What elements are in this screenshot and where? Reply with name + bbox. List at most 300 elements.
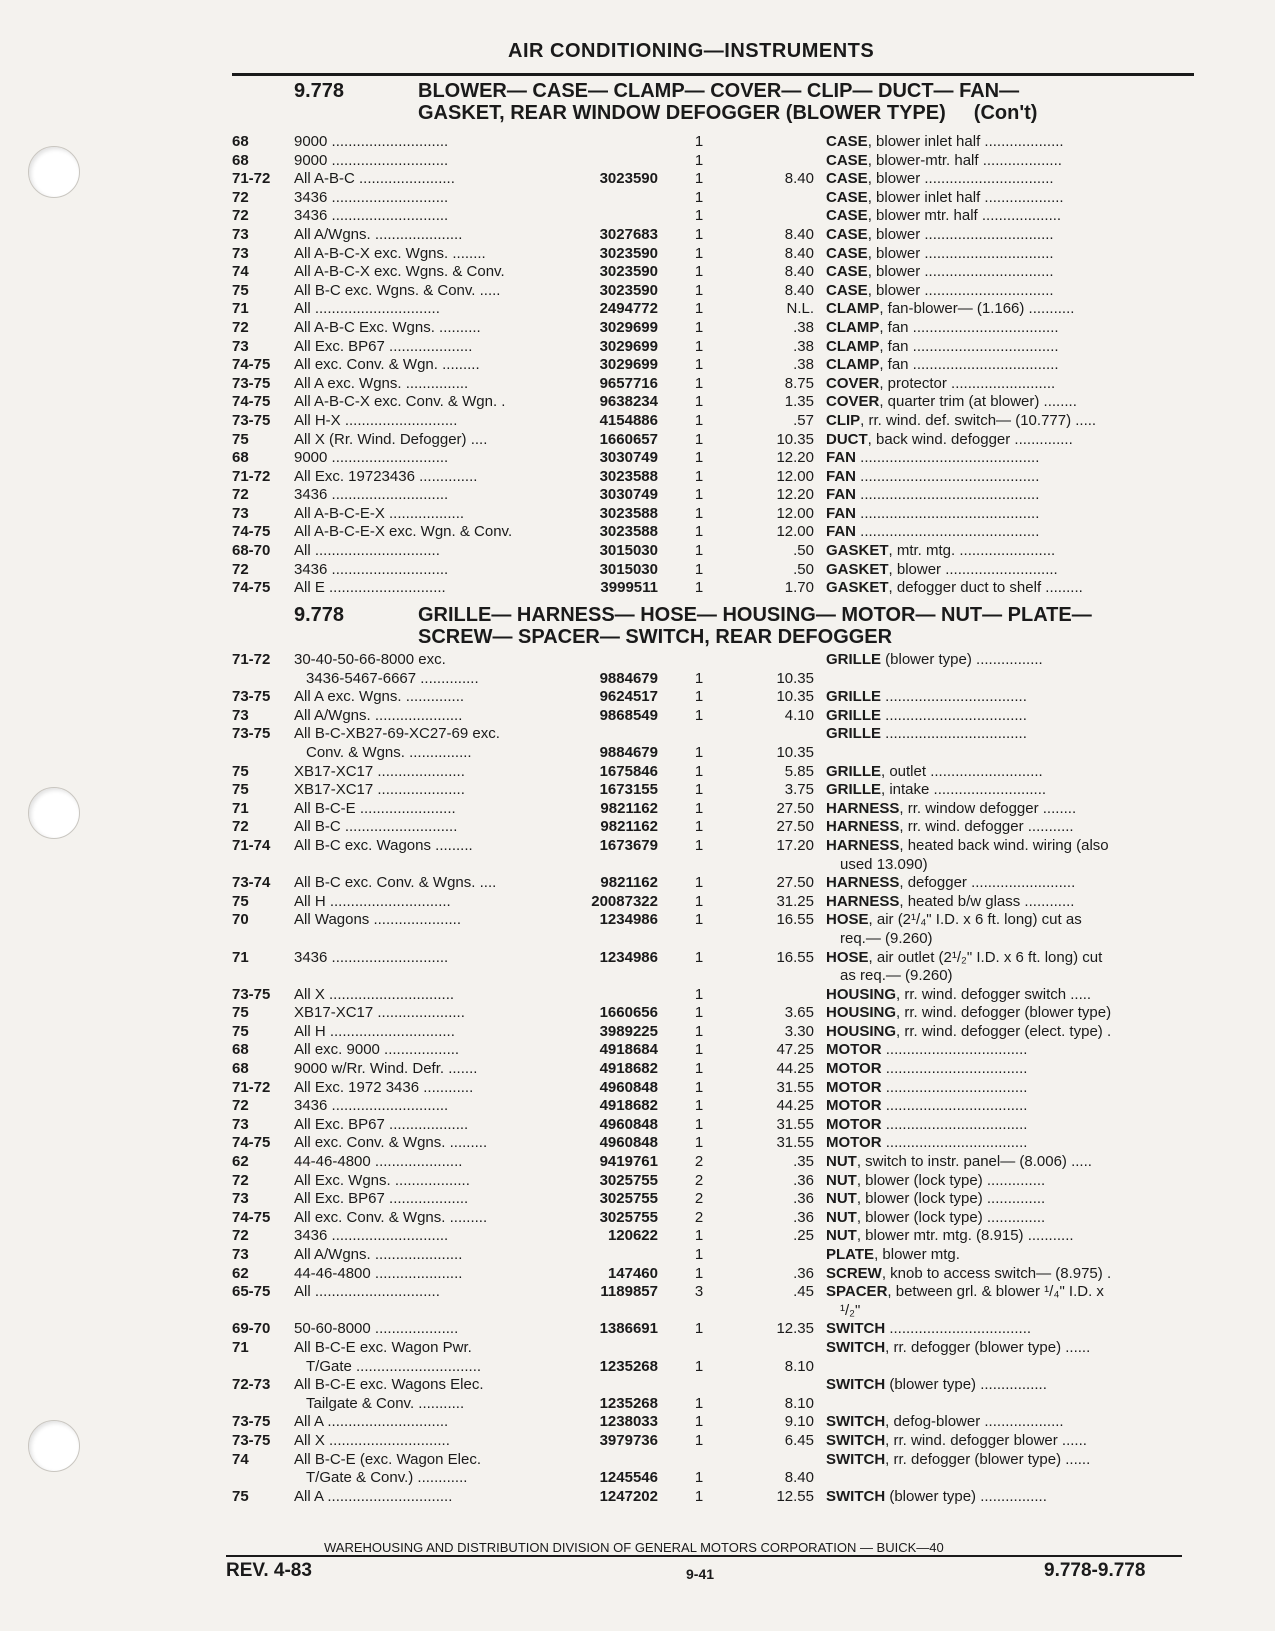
description <box>826 837 1194 874</box>
quantity: 1 <box>694 706 704 724</box>
part-name: NUT <box>826 1153 857 1171</box>
description-line <box>826 170 1054 187</box>
part-name: CLAMP <box>826 337 880 355</box>
description-line <box>826 133 1064 150</box>
description-line <box>826 1190 1045 1207</box>
price: 16.55 <box>776 911 814 929</box>
part-number: 9821162 <box>600 818 658 836</box>
description-text: , rr. defogger (blower type) ...... <box>885 1338 1091 1356</box>
quantity: 1 <box>694 504 704 522</box>
description-text: ........................................... <box>856 486 1040 504</box>
description-text: , blower ............................... <box>867 170 1054 188</box>
application-line: All exc. Conv. & Wgn. ......... <box>294 356 480 374</box>
quantity: 1 <box>694 523 704 541</box>
application <box>294 300 566 319</box>
application <box>294 688 566 707</box>
description <box>826 818 1194 837</box>
application-line: All B-C exc. Wagons ......... <box>294 836 473 854</box>
application-line: All Exc. BP67 ................... <box>294 1190 469 1208</box>
description-text: , blower inlet half ................... <box>867 133 1064 150</box>
model-year: 70 <box>232 911 249 929</box>
price: .36 <box>793 1264 814 1282</box>
part-number: 120622 <box>607 1227 658 1245</box>
price: 16.55 <box>776 948 814 966</box>
application-line: All Wagons ..................... <box>294 911 461 929</box>
application-line: All Exc. 19723436 .............. <box>294 467 478 485</box>
price: 27.50 <box>776 799 814 817</box>
description-text: , fan ................................... <box>879 337 1059 355</box>
quantity: 1 <box>694 743 704 761</box>
model-year: 71 <box>232 300 249 318</box>
application-line: XB17-XC17 ..................... <box>294 781 465 799</box>
application <box>294 986 566 1005</box>
application <box>294 1265 566 1284</box>
application <box>294 818 566 837</box>
model-year: 73 <box>232 706 249 724</box>
application <box>294 1116 566 1135</box>
part-name: FAN <box>826 504 856 522</box>
price: 12.35 <box>776 1320 814 1338</box>
application-line: All Exc. 1972 3436 ............ <box>294 1078 474 1096</box>
part-number: 4918682 <box>599 1097 658 1115</box>
table-row <box>232 1190 1192 1209</box>
application-line: All H ............................. <box>294 892 451 910</box>
description-line <box>826 282 1054 299</box>
application-line: All A-B-C-E-X .................. <box>294 504 465 522</box>
model-year: 73 <box>232 1246 249 1263</box>
binder-hole-bottom <box>28 1420 80 1472</box>
application-line-2: Conv. & Wgns. ............... <box>306 743 472 761</box>
table-row <box>232 986 1192 1005</box>
description <box>826 800 1194 819</box>
quantity: 1 <box>694 1004 704 1022</box>
model-year: 73 <box>232 1115 249 1133</box>
table-row <box>232 781 1192 800</box>
description <box>826 707 1194 726</box>
model-year: 68 <box>232 449 249 467</box>
price: .57 <box>793 411 814 429</box>
description <box>826 651 1194 670</box>
price: 47.25 <box>776 1041 814 1059</box>
part-number: 3027683 <box>599 225 658 243</box>
application-line: All A/Wgns. ..................... <box>294 1246 463 1263</box>
part-name: CASE <box>826 225 868 243</box>
model-year: 75 <box>232 1487 249 1505</box>
table-row <box>232 282 1192 301</box>
application-line: 44-46-4800 ..................... <box>294 1264 463 1282</box>
part-number: 1189857 <box>600 1283 658 1301</box>
description-line <box>826 486 1039 503</box>
part-name: HARNESS <box>826 818 900 836</box>
model-year: 71-72 <box>232 651 271 668</box>
quantity: 1 <box>694 1041 704 1059</box>
section-title-line: GRILLE— HARNESS— HOSE— HOUSING— MOTOR— NUT— PLATE— <box>418 604 1092 626</box>
table-row <box>232 707 1192 726</box>
description <box>826 1320 1194 1339</box>
description-text: , between grl. & blower ¹/₄" I.D. x <box>887 1283 1104 1301</box>
description <box>826 393 1194 412</box>
part-number: 9638234 <box>599 393 658 411</box>
part-name: MOTOR <box>826 1115 882 1133</box>
price: .38 <box>793 356 814 374</box>
application <box>294 781 566 800</box>
description-text: , blower inlet half ................... <box>867 188 1064 206</box>
application-line: All A-B-C-X exc. Wgns. & Conv. <box>294 263 505 281</box>
part-number: 3023590 <box>599 263 658 281</box>
division-text: WAREHOUSING AND DISTRIBUTION DIVISION OF GENERAL MOTORS CORPORATION — BUICK—40 <box>324 1540 944 1555</box>
description-line <box>826 781 1046 798</box>
application-line: All X (Rr. Wind. Defogger) .... <box>294 430 488 448</box>
description-text: , blower ............................... <box>867 244 1054 262</box>
part-number: 1675846 <box>599 762 658 780</box>
part-number: 3029699 <box>599 318 658 336</box>
price: 5.85 <box>784 762 814 780</box>
part-name: FAN <box>826 449 856 467</box>
application-line: 30-40-50-66-8000 exc. <box>294 651 446 668</box>
top-rule <box>232 73 1194 76</box>
description <box>826 449 1194 468</box>
description-line <box>826 356 1059 373</box>
model-year: 74-75 <box>232 393 271 411</box>
quantity: 1 <box>694 244 704 262</box>
application <box>294 1488 566 1507</box>
description <box>826 338 1194 357</box>
application <box>294 152 566 171</box>
part-number: 1234986 <box>599 911 658 929</box>
description-text: , blower (lock type) .............. <box>856 1171 1046 1189</box>
model-year: 74-75 <box>232 356 271 374</box>
application-line: All Exc. BP67 ................... <box>294 1115 469 1133</box>
model-year: 73-75 <box>232 725 271 743</box>
description-line <box>826 800 1076 817</box>
description <box>826 542 1194 561</box>
table-row <box>232 1265 1192 1284</box>
quantity: 1 <box>694 781 704 799</box>
description-line <box>826 393 1077 410</box>
table-row <box>232 449 1192 468</box>
description-line-2: as req.— (9.260) <box>840 967 953 985</box>
model-year: 75 <box>232 1022 249 1040</box>
application-line: All B-C ........................... <box>294 818 458 836</box>
description <box>826 505 1194 524</box>
section-number: 9.778 <box>294 80 345 102</box>
table-row <box>232 1041 1192 1060</box>
description-text: (blower type) ................ <box>881 651 1043 668</box>
part-name: CLAMP <box>826 356 880 374</box>
application-line: 9000 w/Rr. Wind. Defr. ....... <box>294 1060 478 1078</box>
application-line: All exc. Conv. & Wgns. ......... <box>294 1208 488 1226</box>
application <box>294 486 566 505</box>
description-text: .................................. <box>881 1115 1028 1133</box>
model-year: 69-70 <box>232 1320 271 1338</box>
description <box>826 1283 1194 1320</box>
table-row <box>232 818 1192 837</box>
model-year: 73-75 <box>232 411 271 429</box>
description <box>826 1432 1194 1451</box>
part-name: CLAMP <box>826 300 880 318</box>
description-text: , mtr. mtg. ....................... <box>888 542 1056 560</box>
part-number: 9821162 <box>600 874 658 892</box>
description-text: , heated back wind. wiring (also <box>899 836 1109 854</box>
table-row <box>232 523 1192 542</box>
price: 12.20 <box>776 449 814 467</box>
quantity: 1 <box>694 1487 704 1505</box>
application <box>294 1376 566 1413</box>
description <box>826 1134 1194 1153</box>
quantity: 1 <box>694 374 704 392</box>
quantity: 1 <box>694 133 704 150</box>
description <box>826 561 1194 580</box>
part-name: GRILLE <box>826 651 881 668</box>
table-row <box>232 911 1192 948</box>
model-year: 73 <box>232 1190 249 1208</box>
model-year: 75 <box>232 281 249 299</box>
description <box>826 486 1194 505</box>
application <box>294 1283 566 1302</box>
description-text: , rr. wind. def. switch— (10.777) ..... <box>860 411 1097 429</box>
part-name: HOSE <box>826 911 869 929</box>
table-row <box>232 1488 1192 1507</box>
table-row <box>232 1283 1192 1320</box>
description-text: , defogger duct to shelf ......... <box>888 579 1083 597</box>
quantity: 2 <box>694 1190 704 1208</box>
model-year: 68 <box>232 1060 249 1078</box>
part-number: 3015030 <box>599 542 658 560</box>
quantity: 1 <box>694 300 704 318</box>
description <box>826 1227 1194 1246</box>
description-text: , blower mtr. half ................... <box>867 207 1062 225</box>
part-name: HARNESS <box>826 836 900 854</box>
application <box>294 579 566 598</box>
description-text: , air outlet (2¹/₂" I.D. x 6 ft. long) cut <box>868 948 1103 966</box>
description-text: , protector ......................... <box>879 374 1056 392</box>
table-row <box>232 133 1192 152</box>
price: 8.40 <box>784 263 814 281</box>
model-year: 74-75 <box>232 579 271 597</box>
description <box>826 949 1194 986</box>
section-title-line: SCREW— SPACER— SWITCH, REAR DEFOGGER <box>418 626 893 648</box>
model-year: 73-75 <box>232 1431 271 1449</box>
model-year: 75 <box>232 781 249 799</box>
price: .45 <box>793 1283 814 1301</box>
part-number: 147460 <box>607 1264 658 1282</box>
description <box>826 189 1194 208</box>
application <box>294 1320 566 1339</box>
quantity: 1 <box>694 911 704 929</box>
table-row <box>232 412 1192 431</box>
application <box>294 1041 566 1060</box>
model-year: 71 <box>232 799 249 817</box>
description-line <box>826 893 1074 910</box>
application-line: All A/Wgns. ..................... <box>294 706 463 724</box>
description <box>826 282 1194 301</box>
price: 27.50 <box>776 874 814 892</box>
price: 3.30 <box>784 1022 814 1040</box>
description-line <box>826 561 1058 578</box>
model-year: 71-74 <box>232 836 271 854</box>
description-text: , fan ................................... <box>879 318 1059 336</box>
description-text: , fan ................................... <box>879 356 1059 374</box>
description-text: , quarter trim (at blower) ........ <box>879 393 1077 411</box>
part-name: MOTOR <box>826 1097 882 1115</box>
part-name: COVER <box>826 393 880 411</box>
application-line: All A exc. Wgns. .............. <box>294 688 465 706</box>
part-number: 3025755 <box>599 1208 658 1226</box>
application <box>294 431 566 450</box>
description-text: .................................. <box>881 1134 1028 1152</box>
application <box>294 1023 566 1042</box>
description-line <box>826 263 1054 280</box>
footer-rule <box>226 1555 1182 1557</box>
description <box>826 356 1194 375</box>
table-row <box>232 245 1192 264</box>
description-text: ........................................... <box>856 467 1040 485</box>
table-row <box>232 837 1192 874</box>
application <box>294 707 566 726</box>
table-row <box>232 688 1192 707</box>
quantity: 1 <box>694 762 704 780</box>
price: 10.35 <box>776 669 814 687</box>
part-number: 2494772 <box>599 300 658 318</box>
price: 31.55 <box>776 1078 814 1096</box>
quantity: 1 <box>694 449 704 467</box>
description-text: ........................................... <box>856 504 1040 522</box>
table-row <box>232 375 1192 394</box>
application-line: All exc. 9000 .................. <box>294 1041 460 1059</box>
table-row <box>232 393 1192 412</box>
price: 8.10 <box>784 1394 814 1412</box>
description-line <box>826 763 1043 780</box>
price: 10.35 <box>776 430 814 448</box>
description-line <box>826 986 1091 1003</box>
description-line <box>826 245 1054 262</box>
table-row <box>232 338 1192 357</box>
price: 8.40 <box>784 225 814 243</box>
description-line <box>826 1079 1027 1096</box>
part-name: GRILLE <box>826 706 881 724</box>
description <box>826 431 1194 450</box>
model-year: 71 <box>232 948 249 966</box>
part-number: 1245546 <box>599 1469 658 1487</box>
application-line: 3436 ............................ <box>294 1097 449 1115</box>
application <box>294 542 566 561</box>
quantity: 1 <box>694 207 704 225</box>
price: 12.00 <box>776 523 814 541</box>
model-year: 73 <box>232 504 249 522</box>
quantity: 1 <box>694 263 704 281</box>
price: 1.35 <box>784 393 814 411</box>
application-line: All .............................. <box>294 300 440 318</box>
quantity: 1 <box>694 467 704 485</box>
description-line <box>826 1339 1090 1356</box>
description-text: (blower type) ................ <box>885 1376 1047 1394</box>
application-line: All Exc. Wgns. .................. <box>294 1171 470 1189</box>
quantity: 1 <box>694 1246 704 1263</box>
price: 8.40 <box>784 244 814 262</box>
description <box>826 1023 1194 1042</box>
application <box>294 1227 566 1246</box>
application <box>294 1079 566 1098</box>
model-year: 68 <box>232 133 249 150</box>
part-name: MOTOR <box>826 1041 882 1059</box>
table-row <box>232 1097 1192 1116</box>
part-number: 3023588 <box>599 523 658 541</box>
part-name: SWITCH <box>826 1431 886 1449</box>
table-row <box>232 1079 1192 1098</box>
model-year: 71 <box>232 1338 249 1356</box>
part-name: DUCT <box>826 430 868 448</box>
application <box>294 651 566 688</box>
description-line <box>826 1209 1045 1226</box>
price: 9.10 <box>784 1413 814 1431</box>
application <box>294 282 566 301</box>
application-line: All Exc. BP67 .................... <box>294 337 473 355</box>
description-text: , back wind. defogger .............. <box>867 430 1073 448</box>
table-row <box>232 1134 1192 1153</box>
part-number: 4154886 <box>599 411 658 429</box>
table-row <box>232 1413 1192 1432</box>
application-line: All A-B-C-E-X exc. Wgn. & Conv. <box>294 523 513 541</box>
part-name: MOTOR <box>826 1078 882 1096</box>
description-line <box>826 1097 1027 1114</box>
part-name: GRILLE <box>826 725 881 743</box>
part-number: 1238033 <box>599 1413 658 1431</box>
quantity: 1 <box>694 1227 704 1245</box>
quantity: 1 <box>694 542 704 560</box>
description-text: .................................. <box>881 725 1027 743</box>
description-line <box>826 1134 1027 1151</box>
section-title <box>418 80 1037 124</box>
description-text: .................................. <box>881 706 1027 724</box>
part-name: CLIP <box>826 411 861 429</box>
part-number: 3015030 <box>599 560 658 578</box>
price: 44.25 <box>776 1060 814 1078</box>
application <box>294 911 566 930</box>
application <box>294 1413 566 1432</box>
quantity: 1 <box>694 318 704 336</box>
application <box>294 449 566 468</box>
table-row <box>232 1376 1192 1413</box>
price: 6.45 <box>784 1431 814 1449</box>
application-line: 50-60-8000 .................... <box>294 1320 459 1338</box>
part-number: 3979736 <box>599 1431 658 1449</box>
application-line: All .............................. <box>294 542 440 560</box>
part-name: NUT <box>826 1190 857 1208</box>
model-year: 72-73 <box>232 1376 271 1394</box>
application-line: All B-C-E ....................... <box>294 799 456 817</box>
model-year: 72 <box>232 1227 249 1245</box>
table-row <box>232 170 1192 189</box>
description-line <box>826 1153 1092 1170</box>
price: 44.25 <box>776 1097 814 1115</box>
description <box>826 1097 1194 1116</box>
part-name: CASE <box>826 170 868 188</box>
application-line: XB17-XC17 ..................... <box>294 762 465 780</box>
application <box>294 356 566 375</box>
price: 4.10 <box>784 706 814 724</box>
table-row <box>232 893 1192 912</box>
quantity: 1 <box>694 281 704 299</box>
description-text: , blower-mtr. half ................... <box>867 151 1062 169</box>
application <box>294 893 566 912</box>
application-line: 9000 ............................ <box>294 151 449 169</box>
part-name: HOUSING <box>826 1022 897 1040</box>
application-line: 3436 ............................ <box>294 560 449 578</box>
model-year: 68-70 <box>232 542 271 560</box>
price: 12.00 <box>776 467 814 485</box>
quantity: 1 <box>694 1115 704 1133</box>
application <box>294 1246 566 1265</box>
